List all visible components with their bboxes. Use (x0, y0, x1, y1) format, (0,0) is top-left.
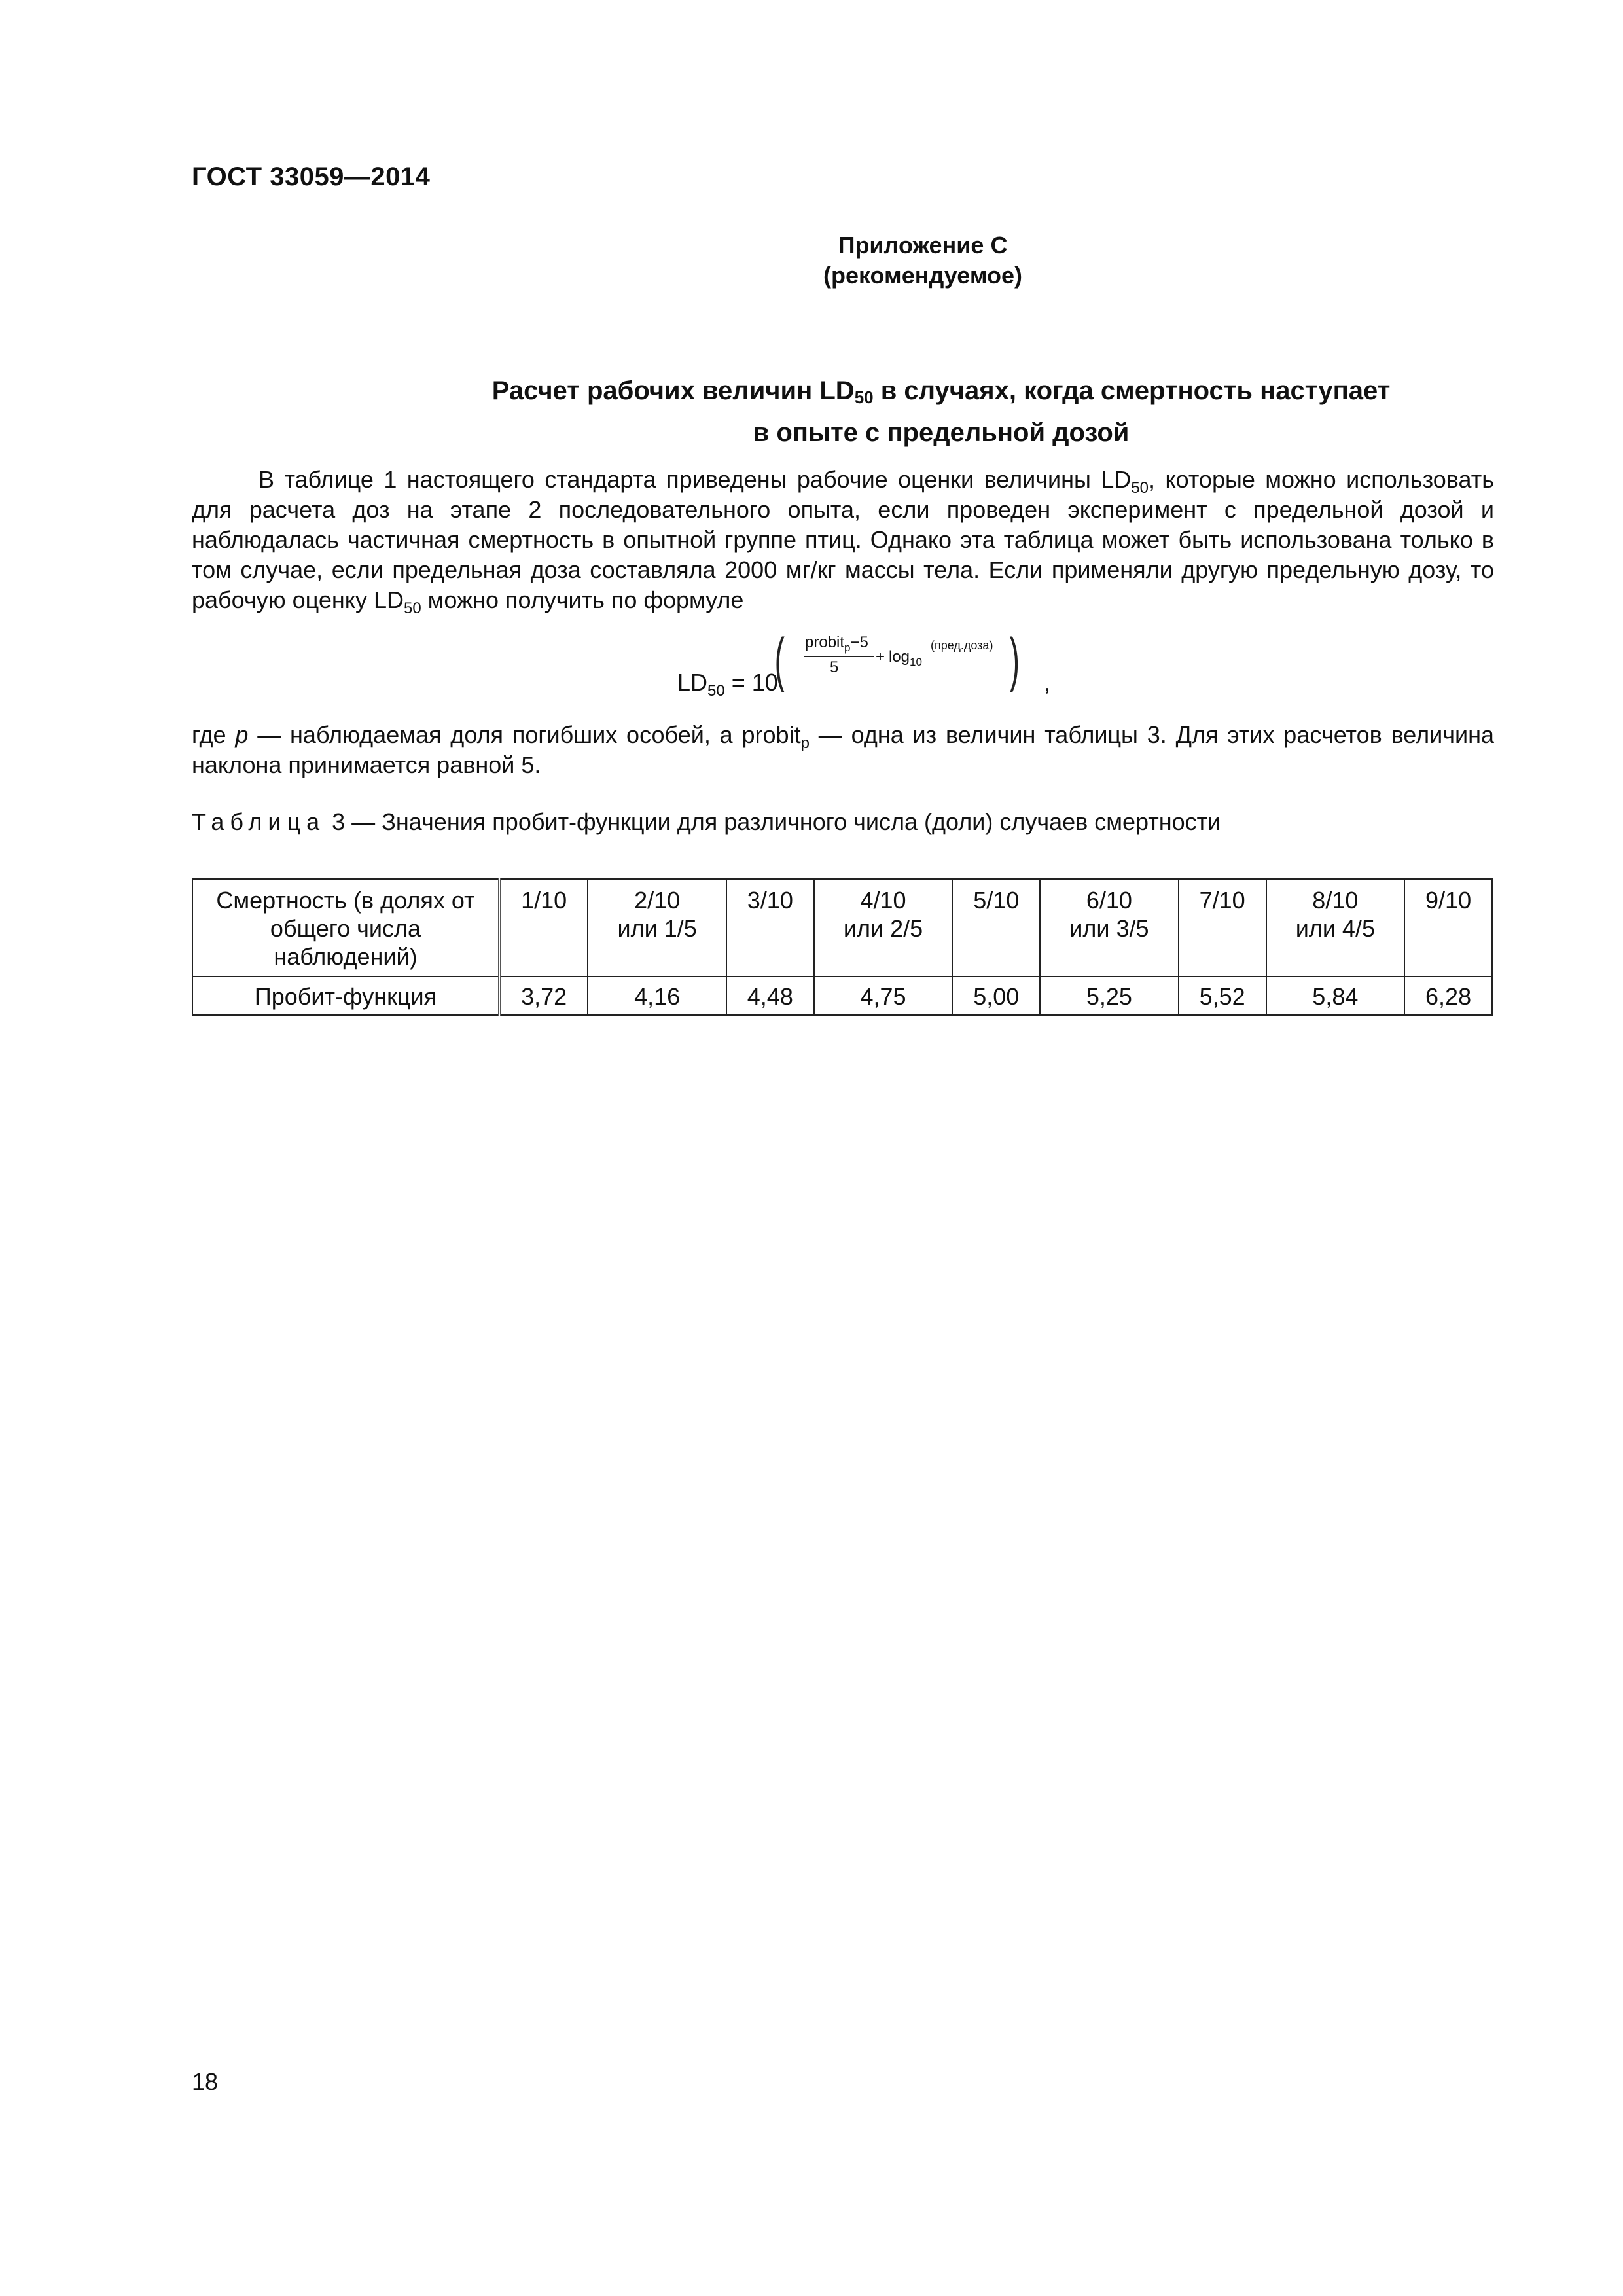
where-p: p (235, 721, 249, 748)
where-sub: p (800, 734, 810, 752)
value-cell: 5,84 (1266, 977, 1405, 1015)
log-base: 10 (910, 656, 922, 668)
header-cell (814, 879, 953, 977)
log-text: log (889, 648, 910, 666)
formula-exponent (774, 626, 1027, 693)
header-cell-line1: 9/10 (1425, 887, 1472, 914)
num-tail: −5 (850, 634, 868, 651)
header-cell (499, 879, 588, 977)
value-cell: 5,00 (952, 977, 1040, 1015)
header-cell-line1: 6/10 (1086, 887, 1132, 914)
title-line1-sub: 50 (854, 387, 874, 407)
annex-status: (рекомендуемое) (823, 262, 1022, 289)
log-argument: (пред.доза) (931, 639, 993, 652)
intro-text-1: В таблице 1 настоящего стандарта приведены рабочие оценки величины LD (259, 466, 1132, 493)
header-label-cell: Смертность (в долях от общего числа наблюдений) (192, 879, 499, 977)
header-cell-line1: 4/10 (860, 887, 906, 914)
formula-lhs (677, 669, 778, 700)
header-cell-line1: 2/10 (634, 887, 681, 914)
formula-log (889, 648, 922, 669)
header-cell (1040, 879, 1179, 977)
title-line1-post: в случаях, когда смертность наступает (873, 376, 1391, 405)
title-line2: в опыте с предельной дозой (753, 418, 1130, 447)
header-cell-line1: 1/10 (521, 887, 567, 914)
header-cell-line1: 3/10 (747, 887, 793, 914)
where-text-3: — одна из величин таблицы 3. Для этих расчетов величина наклона принимается равной 5. (192, 721, 1495, 778)
value-cell: 4,16 (588, 977, 726, 1015)
table-caption-text: 3 — Значения пробит-функции для различного числа (доли) случаев смертности (325, 808, 1221, 835)
num-probit-sub: p (844, 641, 851, 654)
page-number: 18 (192, 2068, 219, 2095)
table-values-row (192, 977, 1492, 1015)
header-cell-line2: или 4/5 (1295, 915, 1375, 942)
table-label: Таблица (192, 808, 326, 835)
value-cell: 4,75 (814, 977, 953, 1015)
header-cell (1404, 879, 1492, 977)
formula-ld: LD (677, 669, 708, 696)
header-cell (726, 879, 814, 977)
where-text-2: — наблюдаемая доля погибших особей, а probit (248, 721, 801, 748)
table-header-row (192, 879, 1492, 977)
value-cell: 6,28 (1404, 977, 1492, 1015)
section-title (192, 373, 1501, 450)
where-text-1: где (192, 721, 236, 748)
formula-equals-base: = 10 (724, 669, 778, 696)
intro-sub-2: 50 (403, 600, 421, 617)
header-cell-line1: 5/10 (973, 887, 1020, 914)
title-line1-pre: Расчет рабочих величин LD (491, 376, 855, 405)
intro-text-2: , которые можно использовать для расчета доз на этапе 2 последовательного опыта, если проведен эксперимент с предельной дозой и наблюдалась частичная смертность в опытной группе птиц. Однако эта таблица может быть использована только в том случае, если предельная доза составляла 2000 мг/кг массы тела. Если применяли другую предельную дозу, то рабочую оценку LD (192, 466, 1494, 613)
annex-heading (0, 230, 1623, 291)
num-probit: probit (805, 634, 845, 651)
header-cell-line1: 8/10 (1312, 887, 1359, 914)
header-cell (1179, 879, 1266, 977)
intro-sub-1: 50 (1131, 479, 1149, 497)
right-paren: ) (1009, 626, 1020, 693)
annex-title: Приложение С (838, 232, 1008, 259)
fraction-denominator: 5 (830, 658, 839, 676)
value-cell: 3,72 (499, 977, 588, 1015)
fraction-bar (804, 656, 874, 657)
formula-ld-sub: 50 (707, 682, 725, 700)
header-cell-line2: или 2/5 (843, 915, 923, 942)
probit-table (192, 878, 1493, 1016)
formula-comma: , (1044, 669, 1051, 696)
header-cell (1266, 879, 1405, 977)
header-cell-line2: или 3/5 (1069, 915, 1149, 942)
value-cell: 5,25 (1040, 977, 1179, 1015)
left-paren: ( (774, 626, 785, 693)
document-id: ГОСТ 33059—2014 (192, 162, 431, 191)
header-cell-line1: 7/10 (1199, 887, 1245, 914)
row-label-cell: Пробит-функция (192, 977, 499, 1015)
table-caption (192, 808, 1221, 836)
intro-paragraph (192, 465, 1494, 615)
header-cell-line2: или 1/5 (617, 915, 697, 942)
value-cell: 5,52 (1179, 977, 1266, 1015)
header-cell (952, 879, 1040, 977)
where-paragraph (192, 720, 1494, 780)
header-cell (588, 879, 726, 977)
intro-text-3: можно получить по формуле (421, 586, 744, 613)
value-cell: 4,48 (726, 977, 814, 1015)
formula-plus: + (876, 648, 885, 666)
ld50-formula (677, 626, 1083, 708)
fraction-numerator (805, 634, 868, 655)
